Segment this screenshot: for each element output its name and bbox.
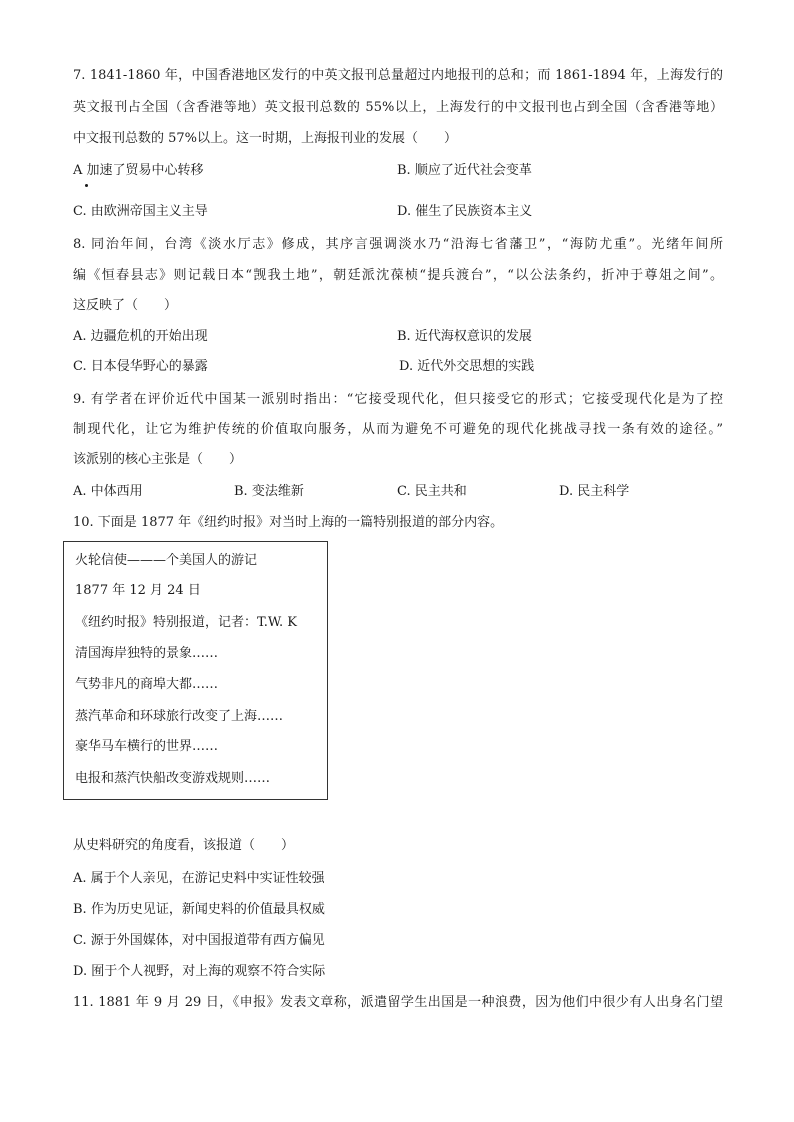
question-10-stem: 从史料研究的角度看，该报道（ ） [73, 838, 295, 853]
question-9-option-c[interactable]: C. 民主共和 [397, 484, 467, 499]
excerpt-line: 豪华马车横行的世界…… [75, 739, 219, 754]
question-8-line-3: 这反映了（ ） [73, 298, 178, 313]
question-9-option-a[interactable]: A. 中体西用 [73, 484, 143, 499]
question-7-line-2: 英文报刊占全国（含香港等地）英文报刊总数的 55%以上，上海发行的中文报刊也占到全国（含香港等地） [73, 100, 723, 115]
question-9-line-3: 该派别的核心主张是（ ） [73, 452, 243, 467]
question-10-option-c[interactable]: C. 源于外国媒体，对中国报道带有西方偏见 [73, 933, 325, 948]
question-8-line-1: 8. 同治年间，台湾《淡水厅志》修成，其序言强调淡水乃“沿海七省藩卫”，“海防尤重”。光绪年间所 [73, 237, 723, 252]
question-8-option-b[interactable]: B. 近代海权意识的发展 [397, 329, 532, 344]
excerpt-line: 《纽约时报》特别报道，记者：T.W. K [75, 615, 297, 630]
mark-dot [85, 184, 88, 187]
question-9-option-d[interactable]: D. 民主科学 [559, 484, 630, 499]
question-7-option-a[interactable]: A 加速了贸易中心转移 [73, 163, 204, 178]
question-9-line-2: 制现代化，让它为维护传统的价值取向服务，从而为避免不可避免的现代化挑战寻找一条有效的途径。” [73, 422, 723, 437]
question-8-option-a[interactable]: A. 边疆危机的开始出现 [73, 329, 208, 344]
question-7-option-c[interactable]: C. 由欧洲帝国主义主导 [73, 204, 208, 219]
excerpt-line: 电报和蒸汽快船改变游戏规则…… [75, 771, 271, 786]
question-10-option-b[interactable]: B. 作为历史见证，新闻史料的价值最具权威 [73, 902, 325, 917]
question-8-option-c[interactable]: C. 日本侵华野心的暴露 [73, 359, 208, 374]
excerpt-line: 火轮信使———个美国人的游记 [75, 553, 258, 568]
question-7-line-3: 中文报刊总数的 57%以上。这一时期，上海报刊业的发展（ ） [73, 131, 458, 146]
question-10-option-d[interactable]: D. 囿于个人视野，对上海的观察不符合实际 [73, 964, 326, 979]
question-8-line-2: 编《恒春县志》则记载日本“觊我土地”，朝廷派沈葆桢“提兵渡台”，“以公法条约，折冲于尊俎之间”。 [73, 268, 723, 283]
question-7-option-d[interactable]: D. 催生了民族资本主义 [397, 204, 533, 219]
question-9-option-b[interactable]: B. 变法维新 [234, 484, 304, 499]
excerpt-line: 清国海岸独特的景象…… [75, 646, 219, 661]
question-7-option-b[interactable]: B. 顺应了近代社会变革 [397, 163, 532, 178]
question-11-line-1: 11. 1881 年 9 月 29 日，《申报》发表文章称，派遣留学生出国是一种浪费，因为他们中很少有人出身名门望 [73, 995, 723, 1010]
excerpt-line: 蒸汽革命和环球旅行改变了上海…… [75, 709, 284, 724]
question-10-option-a[interactable]: A. 属于个人亲见，在游记史料中实证性较强 [73, 871, 325, 886]
question-9-line-1: 9. 有学者在评价近代中国某一派别时指出：“它接受现代化，但只接受它的形式；它接受现代化是为了控 [73, 392, 723, 407]
excerpt-line: 1877 年 12 月 24 日 [75, 583, 201, 598]
question-7-line-1: 7. 1841-1860 年，中国香港地区发行的中英文报刊总量超过内地报刊的总和；而 1861-1894 年，上海发行的 [73, 68, 723, 83]
question-8-option-d[interactable]: D. 近代外交思想的实践 [399, 359, 535, 374]
excerpt-line: 气势非凡的商埠大都…… [75, 677, 219, 692]
question-10-intro: 10. 下面是 1877 年《纽约时报》对当时上海的一篇特别报道的部分内容。 [73, 515, 504, 530]
newspaper-excerpt-box [63, 541, 328, 800]
